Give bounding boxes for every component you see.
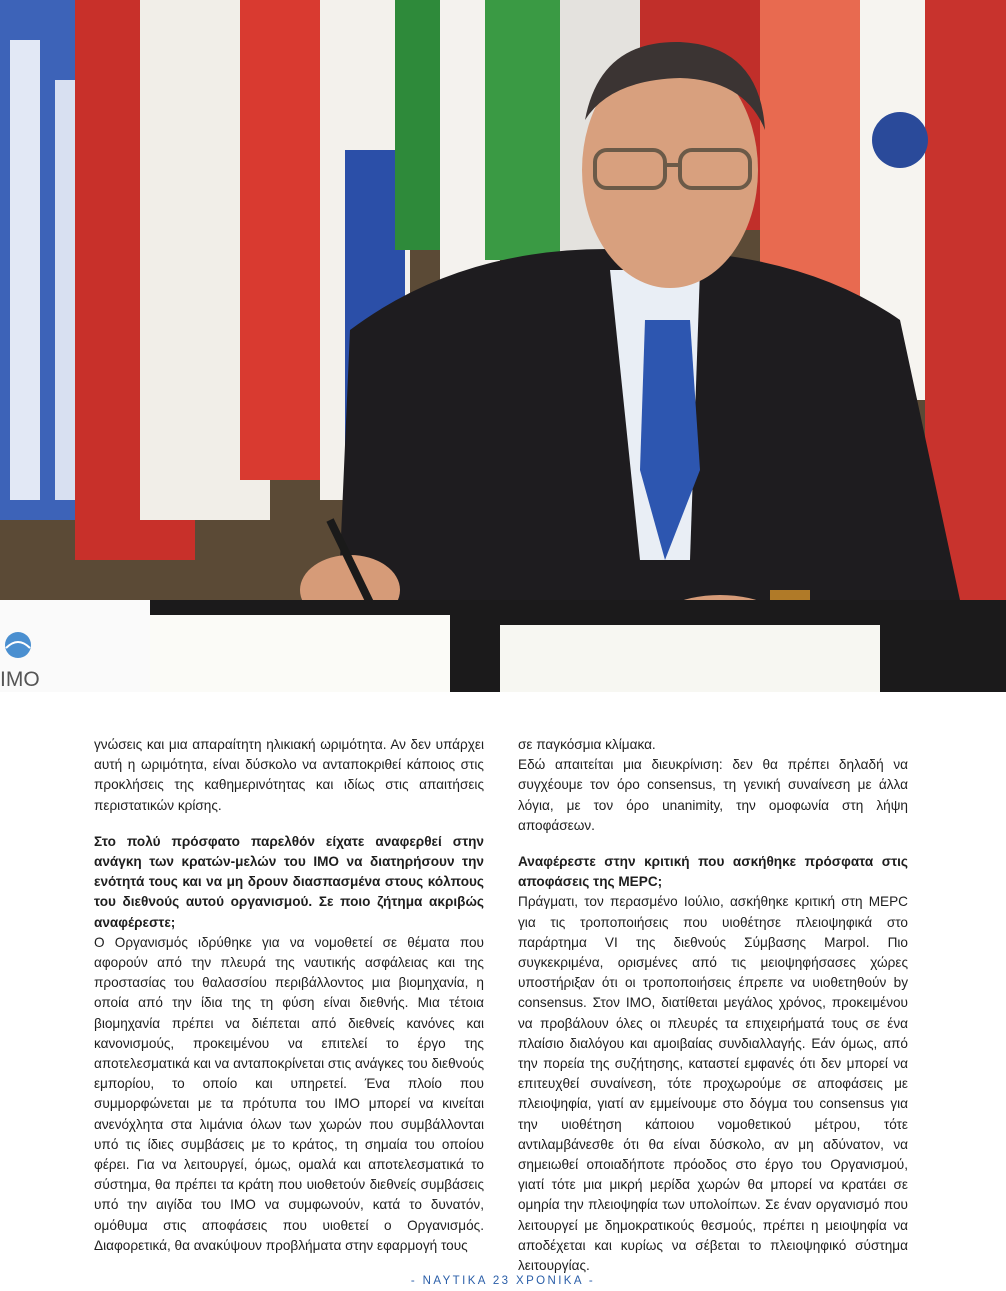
interview-question: Αναφέρεστε στην κριτική που ασκήθηκε πρόσφατα στις αποφάσεις της MEPC;	[518, 854, 908, 890]
paragraph: Εδώ απαιτείται μια διευκρίνιση: δεν θα πρέπει δηλαδή να συγχέουμε τον όρο consensus, τη γενική συναίνεση με άλλα λόγια, με τον όρο unanimity, την ομοφωνία στη λήψη αποφάσεων.	[518, 757, 908, 833]
footer-word-left: - ΝΑΥΤΙΚΑ	[410, 1275, 488, 1287]
imo-placard	[0, 600, 150, 692]
paragraph: γνώσεις και μια απαραίτητη ηλικιακή ωριμότητα. Αν δεν υπάρχει αυτή η ωριμότητα, είναι δύσκολο να ανταποκριθεί κάποιος στις προκλήσεις της καθημερινότητας και ιδίως στις απαιτήσεις περιστατικών κρίσης.	[94, 737, 484, 813]
page-number: 23	[492, 1275, 511, 1287]
page-footer	[0, 1275, 1006, 1287]
interview-answer: Ο Οργανισμός ιδρύθηκε για να νομοθετεί σε θέματα που αφορούν από την πλευρά της ναυτικής ασφάλειας και της προστασίας του θαλασσίου περιβάλλοντος μια βιομηχανία, η οποία από την ίδια της τη φύση είναι διεθνής. Μια τέτοια βιομηχανία πρέπει να διέπεται από διεθνείς κανόνες και κανονισμούς, προκειμένου να επιτελεί το έργο της αποτελεσματικά και να ανταποκρίνεται στις ανάγκες του διεθνούς εμπορίου, το οποίο και υπηρετεί. Ένα πλοίο που συμμορφώνεται με τα πρότυπα του ΙΜΟ μπορεί να κινείται ανενόχλητα στα λιμάνια όλων των χωρών που συμβάλλονται υπό τις ίδιες συμβάσεις με το κράτος, τη σημαία του οποίου φέρει. Για να λειτουργεί, όμως, ομαλά και αποτελεσματικά το σύστημα, θα πρέπει τα κράτη που υιοθετούν διεθνείς συμβάσεις υπό την αιγίδα του ΙΜΟ να συμφωνούν, κατά το δυνατόν, ομόθυμα στις αποφάσεις που υιοθετεί ο Οργανισμός. Διαφορετικά, θα ανακύψουν προβλήματα στην εφαρμογή τους	[94, 934, 484, 1253]
article-column-left	[94, 735, 484, 1256]
interview-question: Στο πολύ πρόσφατο παρελθόν είχατε αναφερθεί στην ανάγκη των κρατών-μελών του ΙΜΟ να διατηρήσουν την ενότητά τους και να μη δρουν διασπασμένα στους κόλπους του διεθνούς αυτού οργανισμού. Σε ποιο ζήτημα ακριβώς αναφέρεστε;	[94, 833, 484, 930]
interview-answer: Πράγματι, τον περασμένο Ιούλιο, ασκήθηκε κριτική στη MEPC για τις τροποποιήσεις που υιοθέτησε πλειοψηφικά στο παράρτημα VI της διεθνούς Σύμβασης Marpol. Πιο συγκεκριμένα, ορισμένες από τις μειοψηφήσασες χώρες υποστήριξαν ότι οι τροποποιήσεις έπρεπε να υιοθετηθούν by consensus. Στον ΙΜΟ, διατίθεται μεγάλος χρόνος, προκειμένου να προβάλουν όλες οι πλευρές τα επιχειρήματά τους σε ένα πλαίσιο διαλόγου και αμοιβαίας συνδιαλλαγής. Εάν όμως, από την πορεία της συζήτησης, καταστεί εμφανές ότι δεν μπορεί να επιτευχθεί συναίνεση, τότε προχωρούμε σε αποφάσεις με πλειοψηφία, γιατί αν εμμείνουμε στο δόγμα του consensus για την υιοθέτηση κάποιου νομοθετικού μέτρου, τότε αντιλαμβάνεσθε ότι θα είναι δύσκολο, αν μη αδύνατον, να σημειωθεί οποιαδήποτε πρόοδος στο έργο του Οργανισμού, γιατί τότε μια μικρή μερίδα χωρών θα μπορεί να κρατάει σε ομηρία την πλειοψηφία των υπολοίπων. Σε έναν οργανισμό που λειτουργεί με δημοκρατικούς θεσμούς, πρέπει η μειοψηφία να αποδέχεται και κυρίως να σέβεται το πλειοψηφικό σύστημα λειτουργίας.	[518, 894, 908, 1274]
imo-sign-text: IMO	[0, 668, 40, 691]
paragraph: σε παγκόσμια κλίμακα.	[518, 737, 656, 752]
footer-word-right: ΧΡΟΝΙΚΑ -	[516, 1275, 596, 1287]
article-column-right	[518, 735, 908, 1276]
imo-logo-icon	[5, 632, 31, 658]
